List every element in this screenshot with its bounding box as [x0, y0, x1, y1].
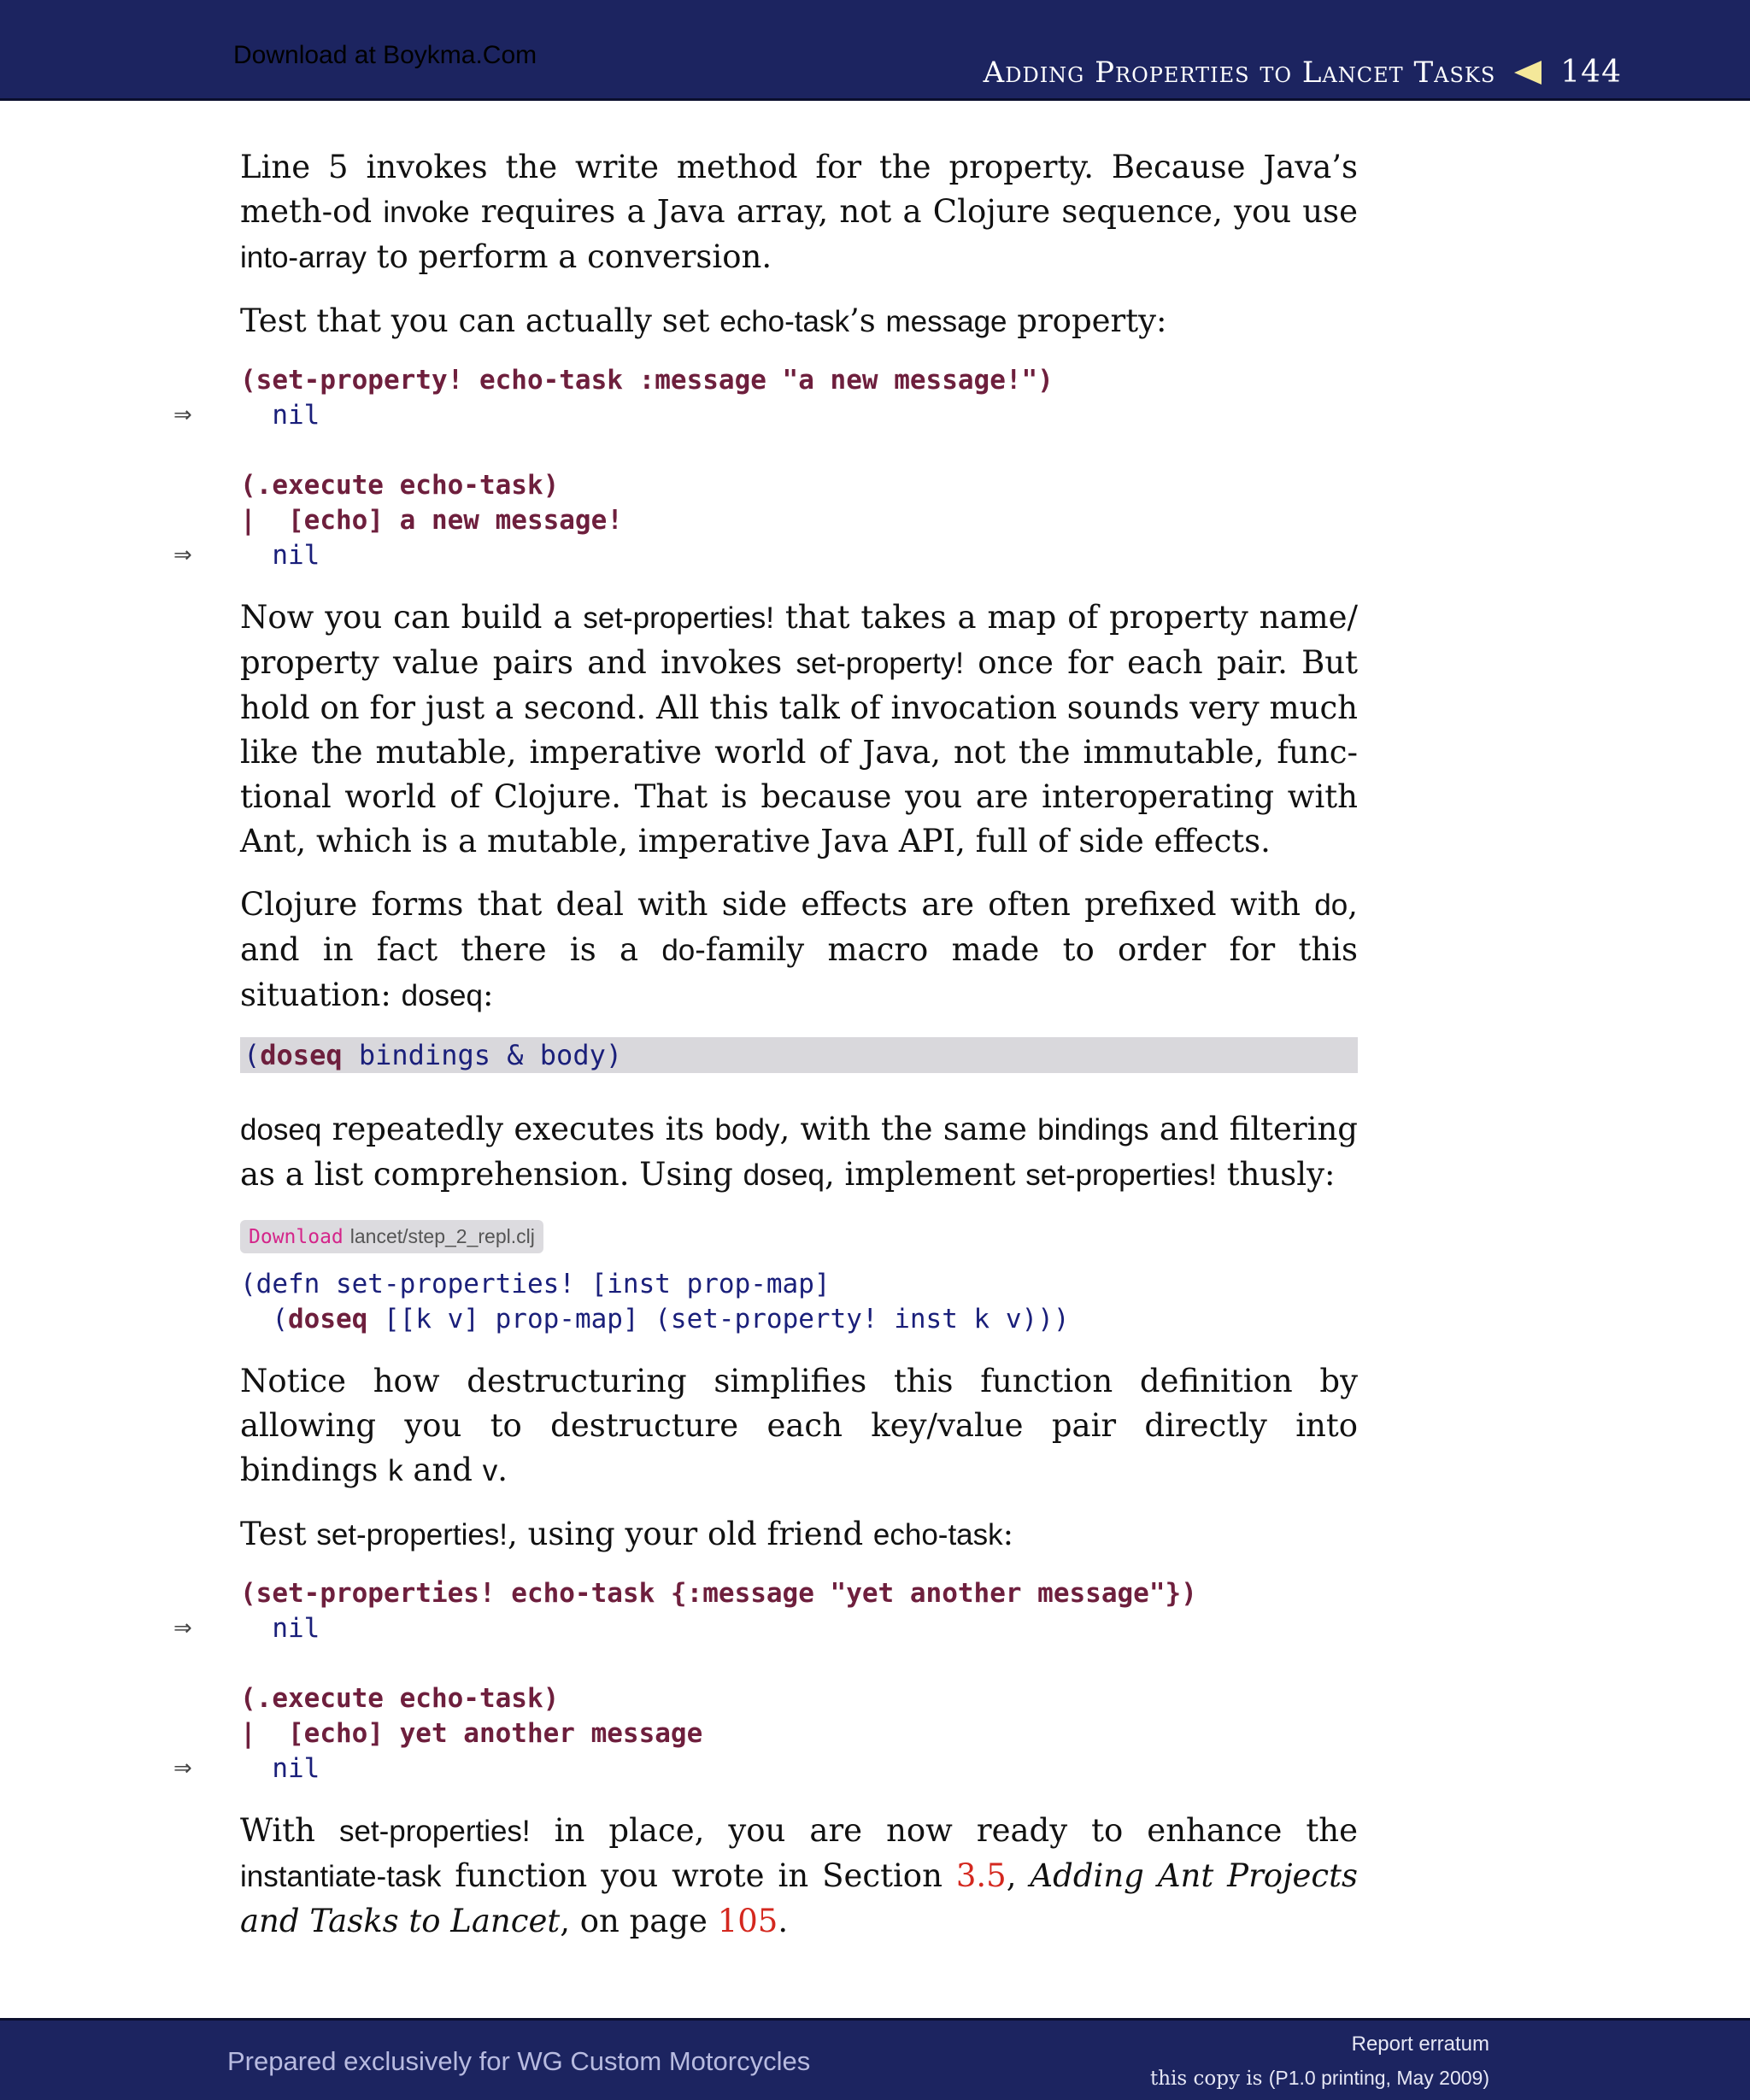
text-segment: Notice how destructuring simplifies this function definition by allowing you to destructure each key/value pair directly into bindings: [240, 1363, 1358, 1488]
download-code-link[interactable]: [240, 1220, 543, 1253]
text-segment: , and in fact there is a: [240, 886, 1358, 968]
paragraph-test-set-properties: [240, 1512, 1358, 1557]
code-output-line: [173, 1611, 1358, 1646]
code-output-line: [173, 398, 1358, 433]
code-output-line: [173, 538, 1358, 573]
code-console-line: | [echo] a new message!: [240, 505, 623, 536]
download-file-path[interactable]: lancet/step_2_repl.clj: [349, 1225, 535, 1247]
result-arrow-icon: ⇒: [173, 543, 192, 568]
paragraph-destructuring: [240, 1359, 1358, 1493]
code-line: (set-property! echo-task :message "a new message!"): [240, 365, 1054, 396]
result-arrow-icon: ⇒: [173, 402, 192, 428]
text-segment: ’s: [849, 302, 886, 339]
running-title[interactable]: Adding Properties to Lancet Tasks: [983, 55, 1496, 90]
page-header: [0, 0, 1750, 101]
inline-code: do: [661, 934, 696, 967]
inline-code: invoke: [383, 196, 470, 229]
inline-code: message: [885, 305, 1007, 338]
code-token: (: [240, 1304, 288, 1334]
inline-code: do: [1314, 889, 1348, 922]
text-segment: .: [497, 1452, 508, 1488]
copy-prefix: this copy is: [1149, 2068, 1269, 2090]
text-segment: Now you can build a: [240, 599, 584, 636]
paragraph-doseq-explanation: [240, 1107, 1358, 1198]
text-segment: requires a Java array, not a Clojure sequence, you use: [469, 193, 1358, 230]
output-value: nil: [240, 1613, 320, 1644]
text-segment: to perform a conversion.: [366, 238, 772, 275]
text-segment: Test: [240, 1516, 317, 1552]
running-header: [984, 55, 1622, 90]
result-arrow-icon: ⇒: [173, 1616, 192, 1641]
text-segment: , on page: [560, 1903, 718, 1939]
code-keyword: doseq: [260, 1039, 343, 1071]
inline-code: set-properties!: [316, 1518, 508, 1552]
code-line: (.execute echo-task): [240, 470, 560, 501]
copy-info: [1150, 2067, 1489, 2090]
page-footer: [0, 2018, 1750, 2100]
code-console-line: | [echo] yet another message: [240, 1718, 703, 1749]
code-token: (: [244, 1039, 261, 1071]
page-content: [173, 145, 1358, 1962]
code-output-line: [173, 1751, 1358, 1786]
text-segment: .: [778, 1903, 789, 1939]
code-line: [240, 1302, 1358, 1337]
paragraph-test-set: [240, 299, 1358, 344]
text-segment: thusly:: [1216, 1156, 1336, 1193]
text-segment: Test that you can actually set: [240, 302, 720, 339]
text-segment: once for each pair. But hold on for just a second. All this talk of invocation sounds very much like the mutable, imperative world of Java, not the immutable, func-tional world of Clojure. That is because you are interoperating with Ant, which is a mutable, imperative Java API, full of side effects.: [240, 644, 1358, 859]
text-segment: With: [240, 1812, 339, 1849]
download-watermark: Download at Boykma.Com: [233, 41, 537, 69]
code-line: (set-properties! echo-task {:message "yet another message"}): [240, 1578, 1197, 1609]
inline-code: v: [482, 1454, 498, 1487]
section-reference-link[interactable]: 3.5: [955, 1857, 1007, 1894]
inline-code: doseq: [240, 1113, 322, 1147]
prepared-for-note: Prepared exclusively for WG Custom Motorcycles: [227, 2046, 811, 2076]
output-value: nil: [240, 400, 320, 431]
text-segment: ,: [1006, 1857, 1031, 1894]
report-erratum-link[interactable]: Report erratum: [1351, 2033, 1489, 2056]
text-segment: , using your old friend: [508, 1516, 873, 1552]
text-segment: :: [483, 977, 494, 1013]
output-value: nil: [240, 1753, 320, 1784]
inline-code: set-property!: [796, 647, 964, 680]
text-segment: in place, you are now ready to enhance the: [530, 1812, 1358, 1849]
code-line: (defn set-properties! [inst prop-map]: [240, 1269, 831, 1299]
text-segment: and filtering as a list comprehension. Using: [240, 1111, 1358, 1193]
inline-code: bindings: [1037, 1113, 1149, 1147]
text-segment: property:: [1007, 302, 1167, 339]
inline-code: set-properties!: [1025, 1159, 1217, 1192]
paragraph-build-set-properties: [240, 595, 1358, 864]
text-segment: , with the same: [779, 1111, 1038, 1147]
code-line: (.execute echo-task): [240, 1683, 560, 1714]
output-value: nil: [240, 540, 320, 571]
page-reference-link[interactable]: 105: [717, 1903, 778, 1939]
inline-code: instantiate-task: [240, 1860, 442, 1893]
text-segment: Clojure forms that deal with side effects are often prefixed with: [240, 886, 1315, 923]
text-segment: repeatedly executes its: [321, 1111, 715, 1147]
code-keyword: doseq: [288, 1304, 368, 1334]
paragraph-side-effects: [240, 883, 1358, 1018]
printing-info: (P1.0 printing, May 2009): [1268, 2067, 1489, 2089]
inline-code: into-array: [240, 241, 367, 274]
download-label[interactable]: Download: [249, 1226, 344, 1248]
repl-example-set-properties: [173, 1576, 1358, 1786]
text-segment: Line 5 invokes the write method for the property. Because Java’s meth-od: [240, 149, 1358, 230]
text-segment: , implement: [824, 1156, 1026, 1193]
page-number: 144: [1560, 55, 1622, 90]
inline-code: set-properties!: [338, 1815, 531, 1848]
inline-code: echo-task: [872, 1518, 1003, 1552]
doseq-syntax-box: [240, 1037, 1358, 1073]
code-defn-set-properties: [240, 1267, 1358, 1337]
text-segment: and: [402, 1452, 483, 1488]
text-segment: function you wrote in Section: [441, 1857, 956, 1894]
repl-example-set-property: [173, 363, 1358, 573]
previous-page-triangle-icon[interactable]: [1514, 61, 1542, 85]
paragraph-write-method: [240, 145, 1358, 280]
paragraph-next-steps: [240, 1809, 1358, 1944]
inline-code: body: [714, 1113, 780, 1147]
inline-code: set-properties!: [583, 601, 775, 635]
text-segment: -family macro made to order for this situation:: [240, 931, 1358, 1013]
text-segment: that takes a map of property name/ property value pairs and invokes: [240, 599, 1358, 681]
code-token: [[k v] prop-map] (set-property! inst k v))): [367, 1304, 1070, 1334]
text-segment: :: [1002, 1516, 1014, 1552]
inline-code: doseq: [401, 979, 483, 1012]
code-token: bindings & body): [342, 1039, 623, 1071]
inline-code: k: [388, 1454, 403, 1487]
section-title-italic: Adding Ant Projects and Tasks to Lancet: [240, 1857, 1358, 1939]
inline-code: echo-task: [719, 305, 849, 338]
inline-code: doseq: [743, 1159, 825, 1192]
result-arrow-icon: ⇒: [173, 1756, 192, 1781]
